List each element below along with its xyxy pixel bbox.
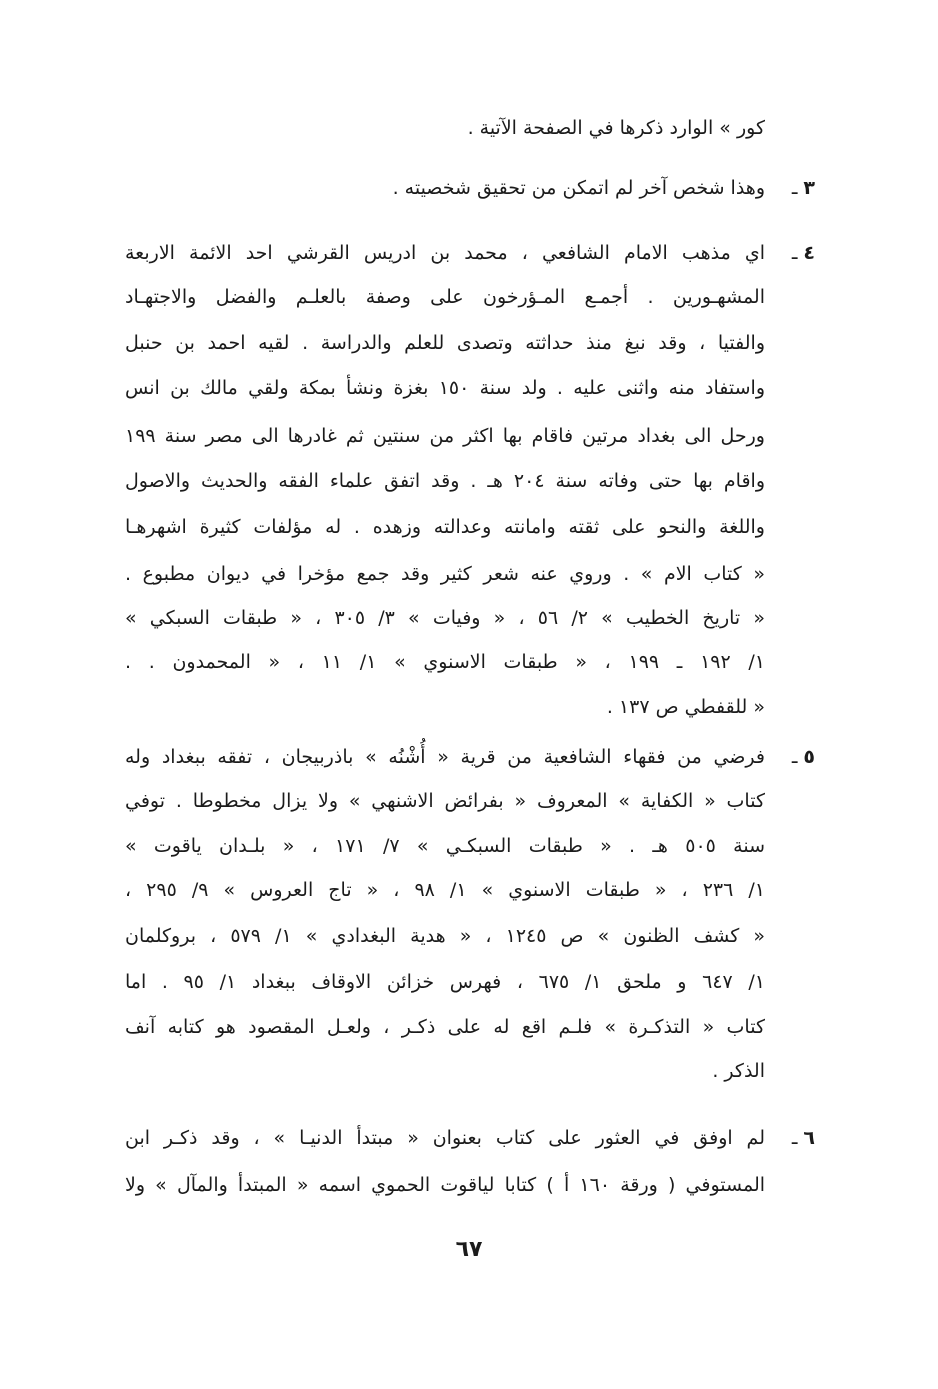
footnote-4-line: « للقفطي ص ١٣٧ . [606, 696, 765, 718]
footnote-4-line: ورحل الى بغداد مرتين فاقام بها اكثر من سنتين ثم غادرها الى مصر سنة ١٩٩ [125, 425, 765, 447]
footnote-dash: ـ [791, 242, 798, 264]
footnote-number: ٥ [803, 746, 815, 768]
footnote-4-marker [767, 233, 815, 273]
footnote-5-line: كتاب « التذكـرة » فلـم اقع له على ذكـر ، ولعـل المقصود هو كتابه آنف [125, 1016, 765, 1038]
footnote-3-marker [767, 168, 815, 208]
footnote-5-line: « كشف الظنون » ص ١٢٤٥ ، « هدية البغدادي » ١/ ٥٧٩ ، بروكلمان [125, 925, 765, 947]
footnote-4-line: واللغة والنحو على ثقته وامانته وعدالته وزهده . له مؤلفات كثيرة اشهرهـا [125, 516, 765, 538]
page-number: ٦٧ [455, 1237, 483, 1262]
footnote-dash: ـ [791, 1127, 798, 1149]
footnote-6-marker [767, 1118, 815, 1158]
footnote-5-line: كتاب « الكفاية » المعروف « بفرائض الاشنهي » ولا يزال مخطوطا . توفي [125, 790, 765, 812]
footnote-5-marker [767, 737, 815, 777]
footnote-number: ٣ [803, 177, 815, 199]
footnote-dash: ـ [791, 746, 798, 768]
footnote-4-line: اي مذهب الامام الشافعي ، محمد بن ادريس القرشي احد الائمة الاربعة [125, 242, 765, 264]
footnote-4-line: « تاريخ الخطيب » ٢/ ٥٦ ، « وفيات » ٣/ ٣٠٥ ، « طبقات السبكي » [125, 607, 765, 629]
footnote-number: ٦ [803, 1127, 815, 1149]
footnote-4-line: والفتيا ، وقد نبغ منذ حداثته وتصدى للعلم والدراسة . لقيه احمد بن حنبل [125, 332, 765, 354]
footnote-3-line: وهذا شخص آخر لم اتمكن من تحقيق شخصيته . [392, 177, 765, 199]
footnote-5-line: ١/ ٦٤٧ و ملحق ١/ ٦٧٥ ، فهرس خزائن الاوقاف ببغداد ١/ ٩٥ . اما [125, 971, 765, 993]
footnote-5-line: فرضي من فقهاء الشافعية من قرية « أُشْنُه » باذربيجان ، تفقه ببغداد وله [125, 746, 765, 768]
footnote-4-line: واستفاد منه واثنى عليه . ولد سنة ١٥٠ بغزة ونشأ بمكة ولقي مالك بن انس [125, 377, 765, 399]
footnote-4-line: واقام بها حتى وفاته سنة ٢٠٤ هـ . وقد اتفق علماء الفقه والحديث والاصول [125, 470, 765, 492]
continuation-line: كور » الوارد ذكرها في الصفحة الآتية . [467, 117, 765, 139]
footnote-6-line: المستوفي ( ورقة ١٦٠ أ ) كتابا لياقوت الحموي اسمه « المبتدأ والمآل » ولا [125, 1174, 765, 1196]
footnote-number: ٤ [803, 242, 815, 264]
footnote-5-line: سنة ٥٠٥ هـ . « طبقات السبكـي » ٧/ ١٧١ ، « بلـدان ياقوت » [125, 835, 765, 857]
footnote-4-line: ١/ ١٩٢ ـ ١٩٩ ، « طبقات الاسنوي » ١/ ١١ ، « المحمدون . . [125, 651, 765, 673]
footnote-4-line: « كتاب الام » . وروي عنه شعر كثير وقد جمع مؤخرا في ديوان مطبوع . [125, 563, 765, 585]
footnote-4-line: المشهـورين . أجمـع المـؤرخون على وصفة بالعلـم والفضل والاجتهـاد [125, 286, 765, 308]
footnote-5-line: الذكر . [712, 1060, 765, 1082]
footnote-6-line: لم اوفق في العثور على كتاب بعنوان « مبتدأ الدنيـا » ، وقد ذكـر ابن [125, 1127, 765, 1149]
footnote-dash: ـ [791, 177, 798, 199]
footnote-5-line: ١/ ٢٣٦ ، « طبقات الاسنوي » ١/ ٩٨ ، « تاج العروس » ٩/ ٢٩٥ ، [125, 879, 765, 901]
